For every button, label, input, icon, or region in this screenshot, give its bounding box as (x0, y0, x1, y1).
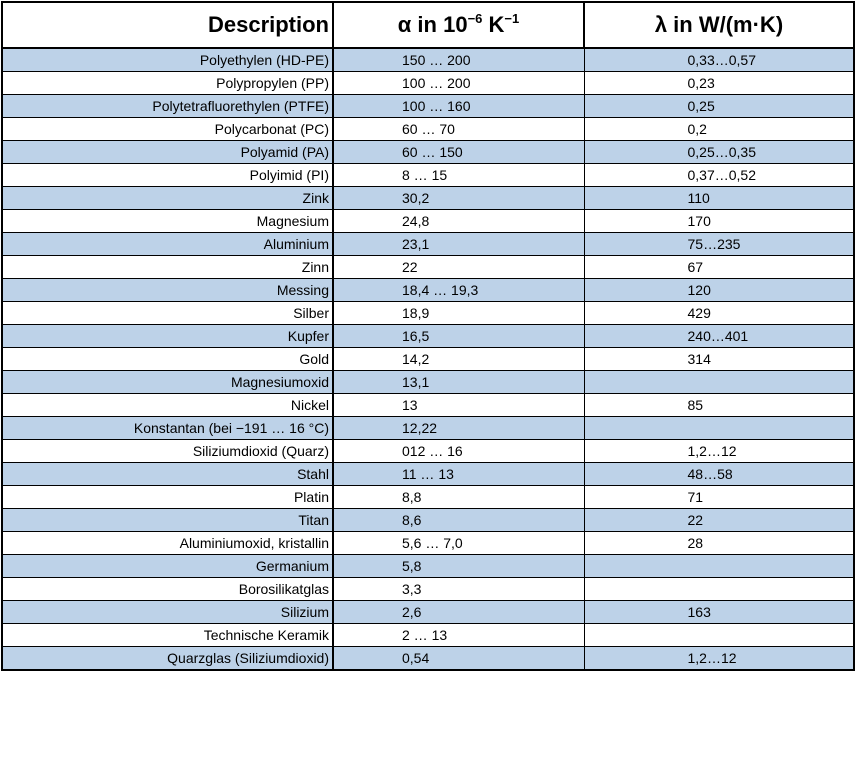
cell-alpha: 60 … 150 (333, 141, 584, 164)
header-alpha (333, 2, 584, 48)
cell-description: Siliziumdioxid (Quarz) (2, 440, 333, 463)
cell-alpha: 30,2 (333, 187, 584, 210)
cell-lambda: 170 (584, 210, 854, 233)
cell-alpha: 150 … 200 (333, 48, 584, 72)
cell-lambda (584, 371, 854, 394)
header-description: Description (2, 2, 333, 48)
table-row (2, 187, 854, 210)
material-properties-table (1, 1, 855, 671)
cell-alpha: 14,2 (333, 348, 584, 371)
cell-lambda: 429 (584, 302, 854, 325)
cell-description: Aluminium (2, 233, 333, 256)
cell-alpha: 012 … 16 (333, 440, 584, 463)
table-row (2, 348, 854, 371)
table-row (2, 463, 854, 486)
table-row (2, 394, 854, 417)
table-row (2, 325, 854, 348)
cell-alpha: 5,8 (333, 555, 584, 578)
cell-lambda: 110 (584, 187, 854, 210)
table-row (2, 486, 854, 509)
cell-description: Polyimid (PI) (2, 164, 333, 187)
cell-lambda (584, 578, 854, 601)
cell-lambda: 0,25…0,35 (584, 141, 854, 164)
cell-lambda: 240…401 (584, 325, 854, 348)
cell-description: Polyamid (PA) (2, 141, 333, 164)
cell-description: Magnesium (2, 210, 333, 233)
cell-lambda: 0,37…0,52 (584, 164, 854, 187)
cell-description: Zink (2, 187, 333, 210)
cell-alpha: 18,9 (333, 302, 584, 325)
table-row (2, 118, 854, 141)
cell-alpha: 18,4 … 19,3 (333, 279, 584, 302)
cell-alpha: 8 … 15 (333, 164, 584, 187)
table-body (2, 48, 854, 670)
cell-lambda: 75…235 (584, 233, 854, 256)
cell-alpha: 11 … 13 (333, 463, 584, 486)
header-alpha-unit: K (482, 12, 505, 37)
cell-description: Titan (2, 509, 333, 532)
table-row (2, 440, 854, 463)
table-row (2, 302, 854, 325)
cell-description: Zinn (2, 256, 333, 279)
cell-description: Polypropylen (PP) (2, 72, 333, 95)
cell-description: Borosilikatglas (2, 578, 333, 601)
cell-alpha: 5,6 … 7,0 (333, 532, 584, 555)
cell-lambda: 67 (584, 256, 854, 279)
cell-description: Technische Keramik (2, 624, 333, 647)
table-row (2, 532, 854, 555)
table-row (2, 48, 854, 72)
cell-description: Silizium (2, 601, 333, 624)
cell-alpha: 8,6 (333, 509, 584, 532)
table-row (2, 141, 854, 164)
cell-description: Quarzglas (Siliziumdioxid) (2, 647, 333, 671)
cell-lambda (584, 624, 854, 647)
cell-description: Konstantan (bei −191 … 16 °C) (2, 417, 333, 440)
cell-lambda (584, 555, 854, 578)
table-row (2, 233, 854, 256)
cell-alpha: 2,6 (333, 601, 584, 624)
cell-lambda: 1,2…12 (584, 647, 854, 671)
table-row (2, 624, 854, 647)
cell-description: Aluminiumoxid, kristallin (2, 532, 333, 555)
cell-alpha: 13 (333, 394, 584, 417)
cell-alpha: 100 … 160 (333, 95, 584, 118)
cell-alpha: 100 … 200 (333, 72, 584, 95)
cell-alpha: 12,22 (333, 417, 584, 440)
table-row (2, 578, 854, 601)
table-row (2, 417, 854, 440)
cell-lambda: 85 (584, 394, 854, 417)
table-row (2, 509, 854, 532)
header-lambda: λ in W/(m·K) (584, 2, 854, 48)
cell-lambda (584, 417, 854, 440)
cell-alpha: 24,8 (333, 210, 584, 233)
cell-alpha: 8,8 (333, 486, 584, 509)
table-row (2, 256, 854, 279)
cell-description: Gold (2, 348, 333, 371)
cell-alpha: 60 … 70 (333, 118, 584, 141)
header-alpha-exponent: −6 (467, 11, 483, 26)
header-alpha-unit-exponent: −1 (504, 11, 520, 26)
cell-lambda: 163 (584, 601, 854, 624)
cell-lambda: 314 (584, 348, 854, 371)
table-row (2, 164, 854, 187)
cell-description: Polyethylen (HD-PE) (2, 48, 333, 72)
cell-lambda: 0,2 (584, 118, 854, 141)
cell-lambda: 28 (584, 532, 854, 555)
cell-lambda: 48…58 (584, 463, 854, 486)
cell-lambda: 0,25 (584, 95, 854, 118)
cell-lambda: 0,23 (584, 72, 854, 95)
cell-lambda: 22 (584, 509, 854, 532)
cell-lambda: 71 (584, 486, 854, 509)
table-row (2, 555, 854, 578)
cell-description: Germanium (2, 555, 333, 578)
cell-description: Nickel (2, 394, 333, 417)
header-alpha-text: α in 10 (397, 12, 468, 37)
cell-alpha: 3,3 (333, 578, 584, 601)
cell-description: Kupfer (2, 325, 333, 348)
cell-description: Platin (2, 486, 333, 509)
cell-description: Polytetrafluorethylen (PTFE) (2, 95, 333, 118)
table-row (2, 95, 854, 118)
table-row (2, 210, 854, 233)
table-row (2, 72, 854, 95)
cell-alpha: 2 … 13 (333, 624, 584, 647)
cell-description: Silber (2, 302, 333, 325)
cell-description: Polycarbonat (PC) (2, 118, 333, 141)
cell-lambda: 1,2…12 (584, 440, 854, 463)
cell-alpha: 0,54 (333, 647, 584, 671)
cell-alpha: 22 (333, 256, 584, 279)
cell-lambda: 120 (584, 279, 854, 302)
cell-lambda: 0,33…0,57 (584, 48, 854, 72)
cell-description: Messing (2, 279, 333, 302)
cell-description: Stahl (2, 463, 333, 486)
cell-alpha: 23,1 (333, 233, 584, 256)
table-row (2, 601, 854, 624)
cell-alpha: 13,1 (333, 371, 584, 394)
cell-alpha: 16,5 (333, 325, 584, 348)
table-row (2, 279, 854, 302)
header-row (2, 2, 854, 48)
cell-description: Magnesiumoxid (2, 371, 333, 394)
table-row (2, 647, 854, 671)
table-row (2, 371, 854, 394)
